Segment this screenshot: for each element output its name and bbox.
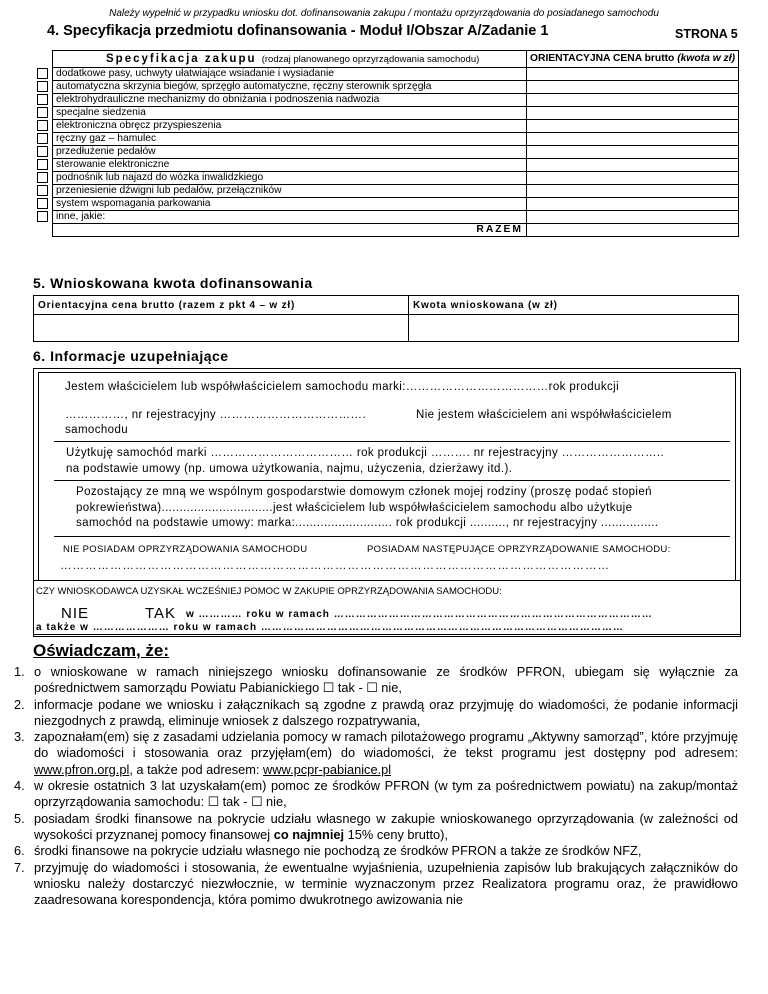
spec-item-price-field[interactable] xyxy=(527,81,739,94)
spec-item-row xyxy=(33,120,739,133)
spec-item-row xyxy=(33,159,739,172)
family-line-1: Pozostający ze mną we wspólnym gospodarstwie domowym członek mojej rodziny (proszę podać stopień xyxy=(76,486,652,498)
spec-item-label: sterowanie elektroniczne xyxy=(53,159,527,172)
spec-item-row xyxy=(33,146,739,159)
owner-line: Jestem właścicielem lub współwłaścicielem samochodu marki:………………………………rok produkcji xyxy=(65,381,620,393)
pcpr-link[interactable]: www.pcpr-pabianice.pl xyxy=(263,761,392,777)
spec-item-label: dodatkowe pasy, uchwyty ułatwiające wsiadanie i wysiadanie xyxy=(53,68,527,81)
spec-item-price-field[interactable] xyxy=(527,211,739,224)
gross-price-header: Orientacyjna cena brutto (razem z pkt 4 – w zł) xyxy=(34,296,409,315)
declaration-item: 4. w okresie ostatnich 3 lat uzyskałam(em) pomoc ze środków PFRON (w tym za pośrednictwem powiatu) na zakup/montaż oprzyrządowania samochodu: ☐ tak - ☐ nie, xyxy=(14,778,738,810)
spec-item-label: inne, jakie: xyxy=(53,211,527,224)
prior-help-yes[interactable]: TAK xyxy=(145,605,177,622)
spec-item-checkbox[interactable] xyxy=(37,68,48,79)
spec-item-label: specjalne siedzenia xyxy=(53,107,527,120)
spec-heading: Specyfikacja zakupu xyxy=(106,52,257,65)
spec-item-label: przedłużenie pedałów xyxy=(53,146,527,159)
spec-item-price-field[interactable] xyxy=(527,68,739,81)
owner-line-3: samochodu xyxy=(65,424,129,436)
spec-item-row xyxy=(33,185,739,198)
page-number: STRONA 5 xyxy=(675,27,738,41)
spec-item-price-field[interactable] xyxy=(527,159,739,172)
requested-amount-table xyxy=(33,295,739,342)
spec-item-row xyxy=(33,68,739,81)
specification-table xyxy=(33,50,739,237)
spec-item-label: automatyczna skrzynia biegów, sprzęgło automatyczne, ręczny sterownik sprzęgła xyxy=(53,81,527,94)
spec-item-checkbox[interactable] xyxy=(37,185,48,196)
declaration-title: Oświadczam, że: xyxy=(33,641,170,660)
equipment-dots[interactable]: …………………………………………………………………………………………………………………… xyxy=(60,560,610,572)
spec-item-price-field[interactable] xyxy=(527,146,739,159)
declaration-item: 1. o wnioskowane w ramach niniejszego wniosku dofinansowanie ze środków PFRON, ubiegam się wyłącznie za pośrednictwem samorządu Powiatu Pabianickiego ☐ tak - ☐ nie, xyxy=(14,664,738,696)
family-line-3: samochód na podstawie umowy: marka:........................... rok produkcji .........., nr rejestracyjny ................ xyxy=(76,517,659,529)
spec-heading-cell xyxy=(53,51,527,68)
requested-amount-field[interactable] xyxy=(409,315,739,342)
spec-item-price-field[interactable] xyxy=(527,107,739,120)
prior-help-also[interactable]: a także w ………………… roku w ramach ……………………………………………………………………………………… xyxy=(36,622,624,633)
declaration-item: 2. informacje podane we wniosku i załącznikach są zgodne z prawdą oraz przyjmuję do wiadomości, że podanie informacji niezgodnych z prawdą, eliminuje wniosek z dalszego rozpatrywania, xyxy=(14,696,738,728)
spec-item-checkbox[interactable] xyxy=(37,81,48,92)
spec-item-row xyxy=(33,172,739,185)
declaration-item: 7. przyjmuję do wiadomości i stosowania, że ewentualne wyjaśnienia, uzupełnienia zapisów lub brakujących załączników do wniosku należy dostarczyć niezwłocznie, w terminie wyznaczonym przez Realizatora programu oraz, że prawidłowo zaadresowana korespondencja, która pomimo dwukrotnego awizowania nie xyxy=(14,859,738,908)
declaration-item: 5. posiadam środki finansowe na pokrycie udziału własnego w zakupie wnioskowanego oprzyrządowania (w zależności od wysokości przyznanej pomocy finansowej co najmniej 15% ceny brutto), xyxy=(14,810,738,842)
spec-item-checkbox[interactable] xyxy=(37,133,48,144)
spec-item-price-field[interactable] xyxy=(527,133,739,146)
prior-help-no[interactable]: NIE xyxy=(61,605,90,622)
spec-item-price-field[interactable] xyxy=(527,185,739,198)
section-4-title: 4. Specyfikacja przedmiotu dofinansowania - Moduł I/Obszar A/Zadanie 1 xyxy=(47,23,549,39)
spec-header-row xyxy=(33,51,739,68)
pfron-link[interactable]: www.pfron.org.pl xyxy=(34,761,130,777)
use-line-1: Użytkuję samochód marki ……………………………… rok produkcji ………. nr rejestracyjny …………………….. xyxy=(66,447,665,459)
spec-item-checkbox[interactable] xyxy=(37,198,48,209)
spec-item-checkbox[interactable] xyxy=(37,172,48,183)
spec-item-row xyxy=(33,133,739,146)
gross-price-field[interactable] xyxy=(34,315,409,342)
divider xyxy=(33,580,741,581)
spec-item-label: system wspomagania parkowania xyxy=(53,198,527,211)
spec-item-price-field[interactable] xyxy=(527,172,739,185)
declaration-list xyxy=(14,664,738,908)
spec-item-row xyxy=(33,81,739,94)
spec-item-checkbox[interactable] xyxy=(37,120,48,131)
requested-amount-header: Kwota wnioskowana (w zł) xyxy=(409,296,739,315)
spec-item-label: ręczny gaz – hamulec xyxy=(53,133,527,146)
spec-item-label: elektroniczna obręcz przyspieszenia xyxy=(53,120,527,133)
spec-item-checkbox[interactable] xyxy=(37,146,48,157)
spec-item-label: podnośnik lub najazd do wózka inwalidzkiego xyxy=(53,172,527,185)
spec-item-price-field[interactable] xyxy=(527,94,739,107)
spec-item-checkbox[interactable] xyxy=(37,107,48,118)
declaration-item: 3. zapoznałam(em) się z zasadami udzielania pomocy w ramach pilotażowego programu „Aktywny samorząd”, które przyjmuję do wiadomości i stosowania oraz przyjęłam(em) do wiadomości, że tekst programu jest dostępny pod adresem: www.pfron.org.pl, a także pod adresem: www.pcpr-pabianice.pl xyxy=(14,729,738,777)
spec-heading-note: (rodzaj planowanego oprzyrządowania samochodu) xyxy=(261,53,480,65)
no-equipment-option[interactable]: NIE POSIADAM OPRZYRZĄDOWANIA SAMOCHODU xyxy=(63,544,308,555)
spec-item-row xyxy=(33,94,739,107)
price-heading: ORIENTACYJNA CENA brutto xyxy=(530,53,675,64)
prior-help-yes-details[interactable]: w ………… roku w ramach …………………………………………………………………………… xyxy=(186,609,653,620)
owner-line-2: ……………, nr rejestracyjny ………………………………. xyxy=(65,409,367,421)
spec-item-label: przeniesienie dźwigni lub pedałów, przełączników xyxy=(53,185,527,198)
section-6-title: 6. Informacje uzupełniające xyxy=(33,348,229,364)
spec-item-row xyxy=(33,198,739,211)
spec-item-label: elektrohydrauliczne mechanizmy do obniżania i podnoszenia nadwozia xyxy=(53,94,527,107)
use-line-2: na podstawie umowy (np. umowa użytkowania, najmu, użyczenia, dzierżawy itd.). xyxy=(66,463,513,475)
spec-item-checkbox[interactable] xyxy=(37,159,48,170)
total-row xyxy=(33,224,739,237)
prior-help-question: CZY WNIOSKODAWCA UZYSKAŁ WCZEŚNIEJ POMOC W ZAKUPIE OPRZYRZĄDOWANIA SAMOCHODU: xyxy=(36,586,502,597)
declaration-item: 6. środki finansowe na pokrycie udziału własnego nie pochodzą ze środków PFRON a także ze środków NFZ, xyxy=(14,843,642,859)
spec-item-row xyxy=(33,107,739,120)
spec-item-price-field[interactable] xyxy=(527,198,739,211)
spec-item-row xyxy=(33,211,739,224)
family-line-2: pokrewieństwa)...............................jest właścicielem lub współwłaścicielem samochodu albo użytkuje xyxy=(76,502,633,514)
spec-item-price-field[interactable] xyxy=(527,120,739,133)
divider xyxy=(33,634,741,635)
spec-item-checkbox[interactable] xyxy=(37,94,48,105)
fill-instruction-note: Należy wypełnić w przypadku wniosku dot. dofinansowania zakupu / montażu oprzyrządowania do posiadanego samochodu xyxy=(109,8,659,19)
total-price-field[interactable] xyxy=(527,224,739,237)
spec-item-checkbox[interactable] xyxy=(37,211,48,222)
price-heading-note: (kwota w zł) xyxy=(677,53,735,64)
total-label: RAZEM xyxy=(53,224,527,237)
not-owner-option[interactable]: Nie jestem właścicielem ani współwłaścicielem xyxy=(416,409,672,421)
price-heading-cell xyxy=(527,51,739,68)
has-equipment-option[interactable]: POSIADAM NASTĘPUJĄCE OPRZYRZĄDOWANIE SAMOCHODU: xyxy=(367,544,671,555)
section-5-title: 5. Wnioskowana kwota dofinansowania xyxy=(33,275,313,291)
